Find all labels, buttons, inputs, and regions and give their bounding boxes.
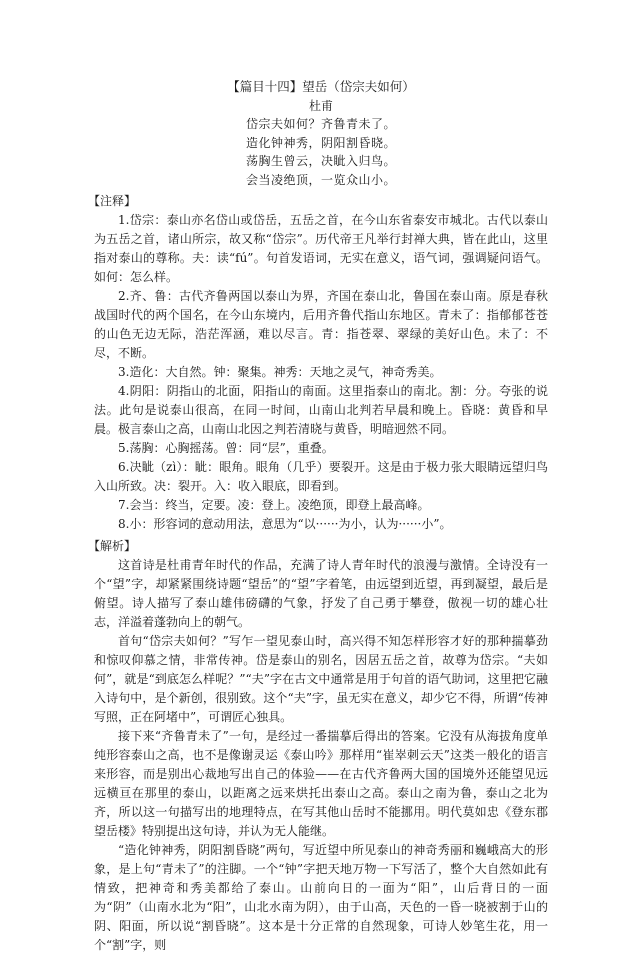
analysis-body xyxy=(94,556,548,955)
analysis-paragraph: 接下来“齐鲁青未了”一句，是经过一番揣摹后得出的答案。它没有从海拔角度单纯形容泰山之高，也不是像谢灵运《泰山吟》那样用“崔崒刺云天”这类一般化的语言来形容，而是别出心裁地写出自己的体验——在古代齐鲁两大国的国境外还能望见远远横亘在那里的泰山，以距离之远来烘托出泰山之高。泰山之南为鲁，泰山之北为齐，所以这一句描写出的地理特点，在写其他山岳时不能挪用。明代莫如忠《登东郡望岳楼》特别提出这句诗，并认为无人能继。 xyxy=(94,729,548,838)
analysis-paragraph: 首句“岱宗夫如何？”写乍一望见泰山时，高兴得不知怎样形容才好的那种揣摹劲和惊叹仰慕之情，非常传神。岱是泰山的别名，因居五岳之首，故尊为岱宗。“夫如何”，就是“到底怎么样呢？”“夫”字在古文中通常是用于句首的语气助词，这里把它融入诗句中，是个新创，很别致。这个“夫”字，虽无实在意义，却少它不得，所谓“传神写照，正在阿堵中”，可谓匠心独具。 xyxy=(94,634,548,724)
poem-author: 杜甫 xyxy=(308,99,333,113)
poem-line: 岱宗夫如何？齐鲁青未了。 xyxy=(245,117,396,131)
note-item: 6.决眦（zì）：眦：眼角。眼角（几乎）要裂开。这是由于极力张大眼睛远望归鸟入山所致。决：裂开。入：收入眼底，即看到。 xyxy=(94,460,548,493)
poem-line: 会当凌绝顶，一览众山小。 xyxy=(245,172,396,187)
analysis-heading: 【解析】 xyxy=(88,539,137,553)
note-item: 2.齐、鲁：古代齐鲁两国以泰山为界，齐国在泰山北，鲁国在泰山南。原是春秋战国时代的两个国名，在今山东境内，后用齐鲁代指山东地区。青未了：指郁郁苍苍的山色无边无际，浩茫浑涵，难以尽言。青：指苍翠、翠绿的美好山色。未了：不尽，不断。 xyxy=(94,289,548,360)
notes-list xyxy=(94,211,548,534)
note-item: 4.阴阳：阴指山的北面，阳指山的南面。这里指泰山的南北。割：分。夸张的说法。此句是说泰山很高，在同一时间，山南山北判若早晨和晚上。昏晓：黄昏和早晨。极言泰山之高，山南山北因之判若清晓与黄昏，明暗迥然不同。 xyxy=(94,384,548,436)
poem-line: 造化钟神秀，阴阳割昏晓。 xyxy=(245,135,396,150)
document-title: 【篇目十四】望岳（岱宗夫如何） xyxy=(227,79,415,94)
notes-heading: 【注释】 xyxy=(88,194,137,208)
note-item: 8.小：形容词的意动用法，意思为“以······为小，认为······小”。 xyxy=(118,517,452,531)
note-item: 7.会当：终当，定要。凌：登上。凌绝顶，即登上最高峰。 xyxy=(118,498,430,512)
poem-line: 荡胸生曾云，决眦入归鸟。 xyxy=(245,154,396,168)
analysis-paragraph: 这首诗是杜甫青年时代的作品，充满了诗人青年时代的浪漫与激情。全诗没有一个“望”字，却紧紧围绕诗题“望岳”的“望”字着笔，由远望到近望，再到凝望，最后是俯望。诗人描写了泰山雄伟磅礴的气象，抒发了自己勇于攀登，傲视一切的雄心壮志，洋溢着蓬勃向上的朝气。 xyxy=(94,558,548,629)
note-item: 1.岱宗：泰山亦名岱山或岱岳，五岳之首，在今山东省泰安市城北。古代以泰山为五岳之首，诸山所宗，故又称“岱宗”。历代帝王凡举行封禅大典，皆在此山，这里指对泰山的尊称。夫：读“fú”。句首发语词，无实在意义，语气词，强调疑问语气。如何：怎么样。 xyxy=(94,213,548,284)
note-item: 5.荡胸：心胸摇荡。曾：同“层”，重叠。 xyxy=(118,441,334,455)
note-item: 3.造化：大自然。钟：聚集。神秀：天地之灵气，神奇秀美。 xyxy=(118,365,442,379)
poem-body xyxy=(94,115,548,189)
analysis-paragraph: “造化钟神秀，阴阳割昏晓”两句，写近望中所见泰山的神奇秀丽和巍峨高大的形象，是上句“青未了”的注脚。一个“钟”字把天地万物一下写活了，整个大自然如此有情致，把神奇和秀美都给了泰山。山前向日的一面为“阳”，山后背日的一面为“阴”（山南水北为“阳”，山北水南为阴），由于山高，天色的一昏一晓被割于山的阴、阳面，所以说“割昏晓”。这本是十分正常的自然现象，可诗人妙笔生花，用一个“割”字，则 xyxy=(94,843,548,952)
